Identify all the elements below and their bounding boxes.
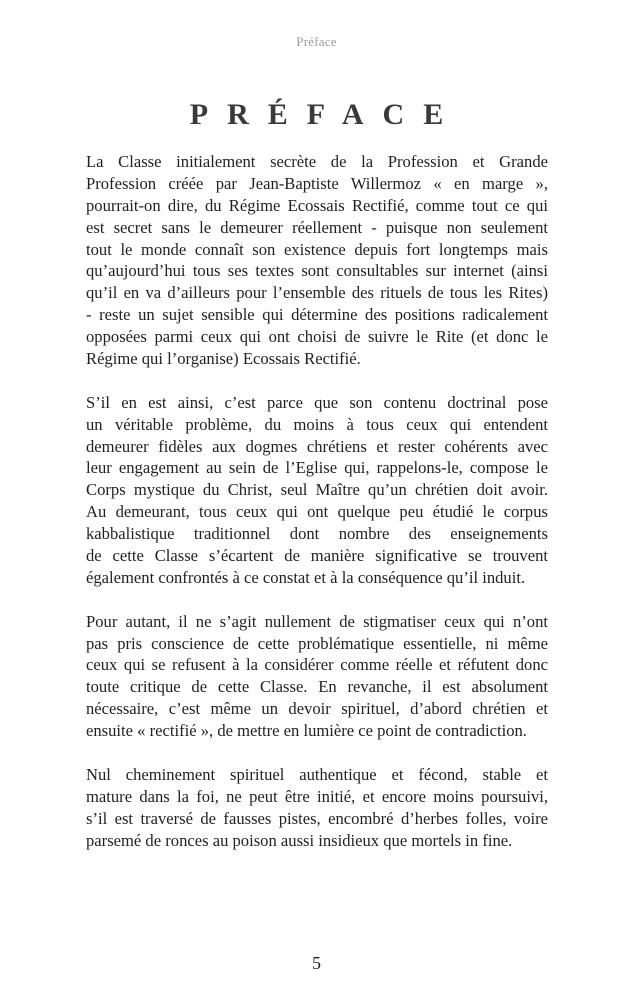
text-line: La Classe initialement secrète de la Profession et Grande — [86, 152, 548, 171]
text-line: pas pris conscience de cette problématique essentielle, ni même — [86, 633, 548, 653]
text-line: toute critique de cette Classe. En revanche, il est absolument — [86, 677, 548, 697]
paragraph-1 — [86, 151, 548, 370]
text-line: Régime qui l’organise) Ecossais Rectifié. — [86, 349, 361, 369]
paragraph-4 — [86, 764, 548, 852]
paragraph-2 — [86, 392, 548, 589]
running-header: Préface — [296, 34, 337, 49]
text-line: parsemé de ronces au poison aussi insidieux que mortels in fine. — [86, 830, 513, 850]
text-line: mature dans la foi, ne peut être initié, et encore moins poursuivi, — [86, 786, 548, 806]
text-line: leur engagement au sein de l’Eglise qui, rappelons-le, compose le — [86, 458, 548, 478]
text-line: Au demeurant, tous ceux qui ont quelque peu étudié le corpus — [86, 502, 548, 522]
text-line: nécessaire, c’est même un devoir spirituel, d’abord chrétien et — [86, 699, 548, 719]
text-line: - reste un sujet sensible qui détermine des positions radicalement — [86, 305, 548, 325]
text-line: un véritable problème, du moins à tous ceux qui entendent — [86, 414, 548, 434]
text-line: Nul cheminement spirituel authentique et fécond, stable et — [86, 764, 548, 784]
text-line: opposées parmi ceux qui ont choisi de suivre le Rite (et donc le — [86, 327, 548, 347]
text-line: qu’il en va d’ailleurs pour l’ensemble des rituels de tous les Rites) — [86, 283, 548, 303]
text-line: S’il en est ainsi, c’est parce que son contenu doctrinal pose — [86, 392, 548, 412]
text-line: Profession créée par Jean-Baptiste Willermoz « en marge », — [86, 173, 548, 193]
text-line: ensuite « rectifié », de mettre en lumière ce point de contradiction. — [86, 721, 527, 741]
text-line: est secret sans le demeurer réellement - puisque non seulement — [86, 217, 548, 237]
text-line: tout le monde connaît son existence depuis fort longtemps mais — [86, 239, 548, 259]
paragraph-3 — [86, 611, 548, 742]
body-text — [86, 151, 548, 873]
chapter-title: PRÉFACE — [189, 98, 463, 131]
text-line: de cette Classe s’écartent de manière significative se trouvent — [86, 546, 548, 566]
text-line: qu’aujourd’hui tous ses textes sont consultables sur internet (ainsi — [86, 261, 548, 281]
text-line: s’il est traversé de fausses pistes, encombré d’herbes folles, voire — [86, 808, 548, 828]
text-line: kabbalistique traditionnel dont nombre des enseignements — [86, 524, 548, 544]
text-line: également confrontés à ce constat et à la conséquence qu’il induit. — [86, 567, 526, 587]
page-number: 5 — [312, 953, 321, 973]
text-line: Pour autant, il ne s’agit nullement de stigmatiser ceux qui n’ont — [86, 611, 548, 631]
text-line: ceux qui se refusent à la considérer comme réelle et réfutent donc — [86, 655, 548, 675]
text-line: demeurer fidèles aux dogmes chrétiens et rester cohérents avec — [86, 436, 548, 456]
text-line: pourrait-on dire, du Régime Ecossais Rectifié, comme tout ce qui — [86, 195, 548, 215]
text-line: Corps mystique du Christ, seul Maître qu’un chrétien doit avoir. — [86, 480, 548, 500]
